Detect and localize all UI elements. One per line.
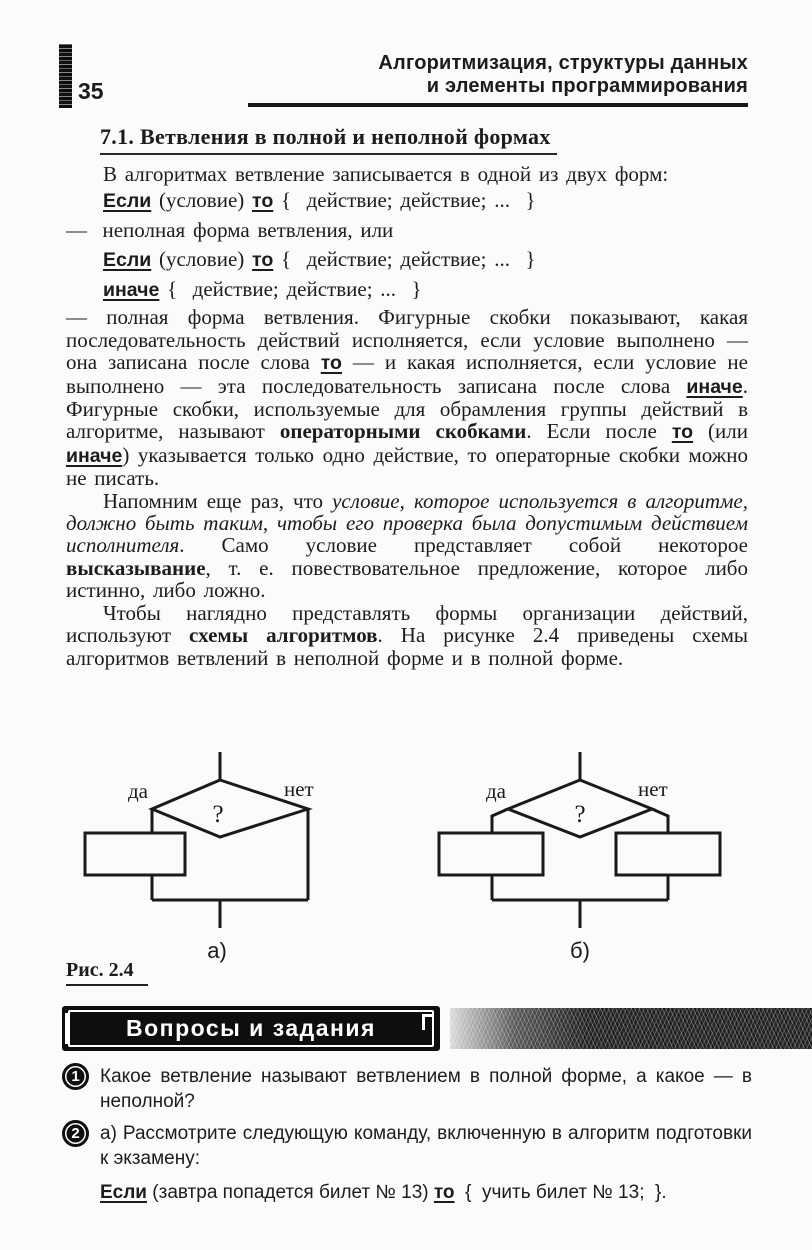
question-item xyxy=(62,1121,752,1205)
text-segment: (или xyxy=(693,419,748,444)
flowchart-incomplete-branch xyxy=(66,752,336,964)
text-segment: — полная форма ветвления. Фигурные скобки показывают, какая последовательность действий исполняется, если условие выполнено — она записана после слова xyxy=(66,305,748,375)
body-text xyxy=(66,163,748,669)
flow-line-yes xyxy=(492,809,508,833)
text-segment: то xyxy=(252,249,274,272)
question-text xyxy=(100,1064,752,1114)
diagram-label-a: а) xyxy=(207,938,227,963)
dash-line xyxy=(66,217,748,244)
text-segment: условие, которое используется в алгоритме, должно быть таким, чтобы его проверка была допустимым действием исполнителя xyxy=(66,488,748,558)
questions-section xyxy=(62,1064,752,1212)
paragraph xyxy=(66,602,748,669)
algorithm-line xyxy=(103,246,748,274)
text-segment: а) Рассмотрите следующую команду, включенную в алгоритм подготовки к экзамену: xyxy=(100,1123,752,1169)
text-segment: (условие) xyxy=(151,247,253,272)
text-segment: . Если после xyxy=(526,419,672,444)
chapter-header-line2: и элементы программирования xyxy=(426,75,748,97)
question-number-badge: 1 xyxy=(62,1063,89,1090)
text-segment: В алгоритмах ветвление записывается в одной из двух форм: xyxy=(103,162,669,186)
text-segment: { действие; действие; ... } xyxy=(273,247,536,272)
text-segment: высказывание xyxy=(66,555,206,580)
chapter-header xyxy=(62,52,748,98)
text-segment: , т. е. повествовательное предложение, которое либо истинно, либо ложно. xyxy=(66,555,748,603)
text-segment: то xyxy=(252,190,274,213)
question-algorithm-line xyxy=(100,1180,752,1205)
diagram-label-b: б) xyxy=(570,938,590,963)
text-segment: Если xyxy=(103,249,152,272)
page-number: 35 xyxy=(78,78,104,104)
question-item xyxy=(62,1064,752,1114)
text-segment: { действие; действие; ... } xyxy=(273,188,536,213)
text-segment: Какое ветвление называют ветвлением в полной форме, а какое — в неполной? xyxy=(100,1066,752,1112)
no-label: нет xyxy=(638,777,668,801)
algorithm-line xyxy=(103,276,748,304)
yes-label: да xyxy=(127,779,148,803)
text-segment: Чтобы наглядно представлять формы организации действий, используют xyxy=(66,600,748,648)
text-segment: { учить билет № 13; }. xyxy=(454,1182,667,1203)
chapter-header-line1: Алгоритмизация, структуры данных xyxy=(378,52,748,74)
text-segment: — неполная форма ветвления, или xyxy=(66,218,394,243)
question-text-intro xyxy=(100,1121,752,1171)
texture-band xyxy=(450,1008,812,1049)
text-segment: операторными скобками xyxy=(279,419,527,444)
text-segment: Напомним еще раз, что xyxy=(103,488,333,513)
figure-2-4 xyxy=(66,752,748,988)
yes-label: да xyxy=(485,779,506,803)
questions-banner-title: Вопросы и задания xyxy=(126,1015,376,1041)
text-segment: Если xyxy=(103,190,152,213)
header-rule xyxy=(248,103,748,107)
text-segment: . На рисунке 2.4 приведены схемы алгоритмов ветвлений в неполной форме и в полной форме. xyxy=(66,623,749,670)
paragraph xyxy=(66,306,748,489)
no-label: нет xyxy=(284,777,314,801)
action-box xyxy=(85,833,185,875)
text-segment: то xyxy=(433,1182,455,1203)
text-segment: (завтра попадется билет № 13) xyxy=(147,1182,434,1203)
flow-line-no xyxy=(652,809,668,833)
text-segment: { действие; действие; ... } xyxy=(159,277,422,302)
text-segment: Если xyxy=(100,1182,147,1203)
flowchart-complete-branch xyxy=(430,752,740,964)
text-segment: . Фигурные скобки, используемые для обрамления группы действий в алгоритме, называют xyxy=(66,373,748,444)
text-segment: — и какая исполняется, если условие не выполнено — эта последовательность записана после слова xyxy=(66,350,748,398)
text-segment: (условие) xyxy=(151,188,253,213)
text-segment: . Само условие представляет собой некоторое xyxy=(179,533,748,558)
text-segment: иначе xyxy=(103,279,160,302)
text-segment: иначе xyxy=(66,444,123,467)
text-segment: то xyxy=(320,352,342,375)
questions-banner xyxy=(62,1006,440,1051)
text-segment: схемы алгоритмов xyxy=(189,623,378,648)
questions-banner-row xyxy=(62,1006,812,1051)
text-segment: то xyxy=(671,421,694,444)
action-box-no xyxy=(616,833,720,875)
section-title: 7.1. Ветвления в полной и неполной формах xyxy=(100,124,557,155)
paragraph xyxy=(66,490,748,602)
condition-mark: ? xyxy=(574,801,586,828)
question-number-badge: 2 xyxy=(62,1120,89,1147)
question-text xyxy=(100,1121,752,1205)
action-box-yes xyxy=(439,833,543,875)
paragraph xyxy=(66,163,748,185)
condition-mark: ? xyxy=(212,801,224,828)
algorithm-line xyxy=(103,187,748,215)
text-segment: иначе xyxy=(686,375,743,398)
figure-caption: Рис. 2.4 xyxy=(66,959,148,986)
text-segment: ) указывается только одно действие, то операторные скобки можно не писать. xyxy=(66,442,748,491)
